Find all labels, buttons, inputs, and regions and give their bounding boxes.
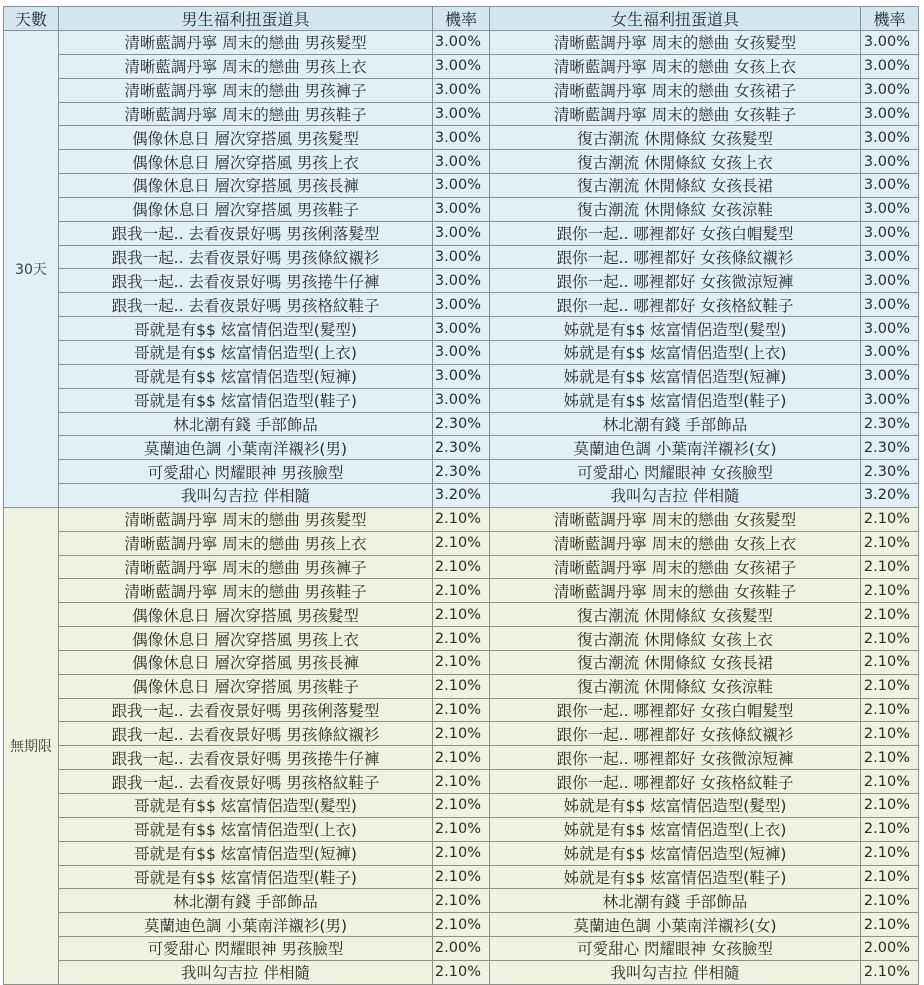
table-row	[4, 31, 919, 55]
male-rate-cell: 3.00%	[433, 102, 490, 126]
male-item-cell: 我叫勾吉拉 伴相隨	[59, 960, 433, 984]
table-row	[4, 960, 919, 984]
female-rate-cell: 3.00%	[861, 364, 919, 388]
table-row	[4, 889, 919, 913]
female-item-cell: 姊就是有$$ 炫富情侶造型(髮型)	[490, 317, 861, 341]
female-item-cell: 跟你一起.. 哪裡都好 女孩格紋鞋子	[490, 293, 861, 317]
male-item-cell: 跟我一起.. 去看夜景好嗎 男孩條紋襯衫	[59, 722, 433, 746]
female-item-cell: 姊就是有$$ 炫富情侶造型(鞋子)	[490, 865, 861, 889]
female-item-cell: 清晰藍調丹寧 周末的戀曲 女孩上衣	[490, 531, 861, 555]
male-item-cell: 莫蘭迪色調 小葉南洋襯衫(男)	[59, 436, 433, 460]
female-rate-cell: 2.10%	[861, 698, 919, 722]
male-item-cell: 偶像休息日 層次穿搭風 男孩長褲	[59, 650, 433, 674]
female-item-cell: 清晰藍調丹寧 周末的戀曲 女孩裙子	[490, 78, 861, 102]
table-row	[4, 555, 919, 579]
female-rate-cell: 2.10%	[861, 579, 919, 603]
female-item-cell: 復古潮流 休閒條紋 女孩涼鞋	[490, 197, 861, 221]
table-row	[4, 364, 919, 388]
male-rate-cell: 2.10%	[433, 674, 490, 698]
male-rate-cell: 3.00%	[433, 388, 490, 412]
male-item-cell: 跟我一起.. 去看夜景好嗎 男孩捲牛仔褲	[59, 746, 433, 770]
male-rate-cell: 3.00%	[433, 174, 490, 198]
header-male-item: 男生福利扭蛋道具	[59, 7, 433, 31]
table-row	[4, 54, 919, 78]
male-item-cell: 跟我一起.. 去看夜景好嗎 男孩俐落髮型	[59, 698, 433, 722]
male-item-cell: 清晰藍調丹寧 周末的戀曲 男孩上衣	[59, 531, 433, 555]
table-row	[4, 794, 919, 818]
header-male-rate: 機率	[433, 7, 490, 31]
table-row	[4, 388, 919, 412]
male-rate-cell: 2.10%	[433, 507, 490, 531]
male-item-cell: 哥就是有$$ 炫富情侶造型(髮型)	[59, 317, 433, 341]
female-rate-cell: 2.10%	[861, 746, 919, 770]
female-rate-cell: 2.10%	[861, 674, 919, 698]
male-item-cell: 清晰藍調丹寧 周末的戀曲 男孩髮型	[59, 31, 433, 55]
female-item-cell: 姊就是有$$ 炫富情侶造型(鞋子)	[490, 388, 861, 412]
table-row	[4, 78, 919, 102]
female-item-cell: 跟你一起.. 哪裡都好 女孩條紋襯衫	[490, 245, 861, 269]
table-row	[4, 245, 919, 269]
female-rate-cell: 3.00%	[861, 269, 919, 293]
male-rate-cell: 3.00%	[433, 126, 490, 150]
table-row	[4, 627, 919, 651]
female-rate-cell: 3.00%	[861, 54, 919, 78]
table-row	[4, 698, 919, 722]
male-rate-cell: 3.00%	[433, 54, 490, 78]
male-item-cell: 哥就是有$$ 炫富情侶造型(髮型)	[59, 794, 433, 818]
female-rate-cell: 2.10%	[861, 889, 919, 913]
table-row	[4, 460, 919, 484]
female-rate-cell: 3.00%	[861, 340, 919, 364]
header-female-rate: 機率	[861, 7, 919, 31]
male-item-cell: 哥就是有$$ 炫富情侶造型(短褲)	[59, 841, 433, 865]
female-item-cell: 我叫勾吉拉 伴相隨	[490, 960, 861, 984]
male-rate-cell: 2.10%	[433, 650, 490, 674]
table-row	[4, 865, 919, 889]
female-rate-cell: 2.10%	[861, 531, 919, 555]
table-row	[4, 126, 919, 150]
male-rate-cell: 3.00%	[433, 317, 490, 341]
male-rate-cell: 2.10%	[433, 555, 490, 579]
female-rate-cell: 2.10%	[861, 841, 919, 865]
table-row	[4, 340, 919, 364]
table-row	[4, 507, 919, 531]
male-rate-cell: 2.00%	[433, 937, 490, 961]
male-item-cell: 偶像休息日 層次穿搭風 男孩上衣	[59, 627, 433, 651]
male-rate-cell: 3.00%	[433, 150, 490, 174]
male-rate-cell: 3.00%	[433, 364, 490, 388]
male-item-cell: 哥就是有$$ 炫富情侶造型(鞋子)	[59, 865, 433, 889]
table-row	[4, 484, 919, 508]
duration-label: 無期限	[4, 507, 59, 984]
female-item-cell: 清晰藍調丹寧 周末的戀曲 女孩鞋子	[490, 579, 861, 603]
male-rate-cell: 2.10%	[433, 698, 490, 722]
male-item-cell: 偶像休息日 層次穿搭風 男孩鞋子	[59, 197, 433, 221]
female-item-cell: 復古潮流 休閒條紋 女孩髮型	[490, 126, 861, 150]
table-row	[4, 913, 919, 937]
table-row	[4, 674, 919, 698]
female-rate-cell: 3.00%	[861, 317, 919, 341]
female-rate-cell: 2.30%	[861, 436, 919, 460]
table-row	[4, 269, 919, 293]
female-rate-cell: 2.00%	[861, 937, 919, 961]
table-row	[4, 770, 919, 794]
table-row	[4, 603, 919, 627]
male-rate-cell: 2.10%	[433, 531, 490, 555]
female-item-cell: 姊就是有$$ 炫富情侶造型(短褲)	[490, 841, 861, 865]
female-item-cell: 姊就是有$$ 炫富情侶造型(髮型)	[490, 794, 861, 818]
male-item-cell: 可愛甜心 閃耀眼神 男孩臉型	[59, 460, 433, 484]
female-item-cell: 跟你一起.. 哪裡都好 女孩格紋鞋子	[490, 770, 861, 794]
male-item-cell: 偶像休息日 層次穿搭風 男孩長褲	[59, 174, 433, 198]
female-rate-cell: 2.10%	[861, 650, 919, 674]
female-item-cell: 跟你一起.. 哪裡都好 女孩白帽髮型	[490, 698, 861, 722]
male-item-cell: 跟我一起.. 去看夜景好嗎 男孩條紋襯衫	[59, 245, 433, 269]
male-rate-cell: 2.10%	[433, 841, 490, 865]
table-row	[4, 150, 919, 174]
table-row	[4, 436, 919, 460]
female-item-cell: 復古潮流 休閒條紋 女孩長裙	[490, 174, 861, 198]
male-rate-cell: 2.30%	[433, 460, 490, 484]
female-rate-cell: 3.20%	[861, 484, 919, 508]
female-item-cell: 可愛甜心 閃耀眼神 女孩臉型	[490, 460, 861, 484]
table-row	[4, 817, 919, 841]
female-rate-cell: 2.10%	[861, 555, 919, 579]
female-item-cell: 清晰藍調丹寧 周末的戀曲 女孩上衣	[490, 54, 861, 78]
female-rate-cell: 2.30%	[861, 412, 919, 436]
female-item-cell: 莫蘭迪色調 小葉南洋襯衫(女)	[490, 436, 861, 460]
female-rate-cell: 2.10%	[861, 960, 919, 984]
male-item-cell: 哥就是有$$ 炫富情侶造型(短褲)	[59, 364, 433, 388]
male-rate-cell: 2.10%	[433, 913, 490, 937]
male-item-cell: 跟我一起.. 去看夜景好嗎 男孩格紋鞋子	[59, 293, 433, 317]
female-rate-cell: 2.10%	[861, 770, 919, 794]
female-rate-cell: 3.00%	[861, 102, 919, 126]
male-rate-cell: 2.10%	[433, 817, 490, 841]
female-item-cell: 可愛甜心 閃耀眼神 女孩臉型	[490, 937, 861, 961]
female-rate-cell: 3.00%	[861, 293, 919, 317]
female-item-cell: 復古潮流 休閒條紋 女孩上衣	[490, 150, 861, 174]
male-rate-cell: 3.00%	[433, 293, 490, 317]
female-rate-cell: 2.10%	[861, 627, 919, 651]
female-rate-cell: 2.10%	[861, 507, 919, 531]
female-rate-cell: 3.00%	[861, 126, 919, 150]
female-rate-cell: 2.10%	[861, 817, 919, 841]
male-item-cell: 哥就是有$$ 炫富情侶造型(上衣)	[59, 817, 433, 841]
male-rate-cell: 3.00%	[433, 197, 490, 221]
female-item-cell: 姊就是有$$ 炫富情侶造型(短褲)	[490, 364, 861, 388]
male-item-cell: 清晰藍調丹寧 周末的戀曲 男孩鞋子	[59, 102, 433, 126]
male-rate-cell: 2.10%	[433, 794, 490, 818]
male-item-cell: 跟我一起.. 去看夜景好嗎 男孩格紋鞋子	[59, 770, 433, 794]
female-item-cell: 復古潮流 休閒條紋 女孩髮型	[490, 603, 861, 627]
table-row	[4, 841, 919, 865]
male-item-cell: 清晰藍調丹寧 周末的戀曲 男孩褲子	[59, 555, 433, 579]
table-row	[4, 937, 919, 961]
female-rate-cell: 3.00%	[861, 31, 919, 55]
male-rate-cell: 2.10%	[433, 746, 490, 770]
male-item-cell: 清晰藍調丹寧 周末的戀曲 男孩褲子	[59, 78, 433, 102]
female-item-cell: 我叫勾吉拉 伴相隨	[490, 484, 861, 508]
female-item-cell: 清晰藍調丹寧 周末的戀曲 女孩髮型	[490, 31, 861, 55]
table-row	[4, 102, 919, 126]
male-rate-cell: 2.10%	[433, 722, 490, 746]
male-item-cell: 偶像休息日 層次穿搭風 男孩髮型	[59, 126, 433, 150]
duration-label: 30天	[4, 31, 59, 508]
female-rate-cell: 3.00%	[861, 78, 919, 102]
male-rate-cell: 2.10%	[433, 627, 490, 651]
female-item-cell: 姊就是有$$ 炫富情侶造型(上衣)	[490, 340, 861, 364]
female-rate-cell: 3.00%	[861, 174, 919, 198]
male-rate-cell: 2.10%	[433, 603, 490, 627]
female-item-cell: 復古潮流 休閒條紋 女孩長裙	[490, 650, 861, 674]
female-item-cell: 林北潮有錢 手部飾品	[490, 889, 861, 913]
female-item-cell: 復古潮流 休閒條紋 女孩上衣	[490, 627, 861, 651]
table-row	[4, 221, 919, 245]
male-item-cell: 偶像休息日 層次穿搭風 男孩髮型	[59, 603, 433, 627]
table-header-row	[4, 7, 919, 31]
male-rate-cell: 2.10%	[433, 889, 490, 913]
table-row	[4, 317, 919, 341]
male-item-cell: 莫蘭迪色調 小葉南洋襯衫(男)	[59, 913, 433, 937]
table-row	[4, 412, 919, 436]
table-body	[4, 31, 919, 985]
male-item-cell: 跟我一起.. 去看夜景好嗎 男孩捲牛仔褲	[59, 269, 433, 293]
male-item-cell: 跟我一起.. 去看夜景好嗎 男孩俐落髮型	[59, 221, 433, 245]
female-rate-cell: 2.30%	[861, 460, 919, 484]
male-item-cell: 清晰藍調丹寧 周末的戀曲 男孩上衣	[59, 54, 433, 78]
male-item-cell: 可愛甜心 閃耀眼神 男孩臉型	[59, 937, 433, 961]
female-item-cell: 跟你一起.. 哪裡都好 女孩白帽髮型	[490, 221, 861, 245]
table-row	[4, 531, 919, 555]
female-item-cell: 清晰藍調丹寧 周末的戀曲 女孩髮型	[490, 507, 861, 531]
table-row	[4, 722, 919, 746]
female-item-cell: 跟你一起.. 哪裡都好 女孩微涼短褲	[490, 269, 861, 293]
male-item-cell: 哥就是有$$ 炫富情侶造型(上衣)	[59, 340, 433, 364]
female-rate-cell: 2.10%	[861, 913, 919, 937]
male-item-cell: 我叫勾吉拉 伴相隨	[59, 484, 433, 508]
gacha-rate-table	[3, 6, 919, 985]
female-rate-cell: 3.00%	[861, 150, 919, 174]
female-rate-cell: 2.10%	[861, 794, 919, 818]
male-rate-cell: 3.00%	[433, 31, 490, 55]
male-rate-cell: 3.00%	[433, 78, 490, 102]
male-rate-cell: 2.10%	[433, 770, 490, 794]
female-rate-cell: 2.10%	[861, 865, 919, 889]
male-item-cell: 林北潮有錢 手部飾品	[59, 889, 433, 913]
female-item-cell: 清晰藍調丹寧 周末的戀曲 女孩鞋子	[490, 102, 861, 126]
male-rate-cell: 2.10%	[433, 865, 490, 889]
male-rate-cell: 2.10%	[433, 579, 490, 603]
female-item-cell: 清晰藍調丹寧 周末的戀曲 女孩裙子	[490, 555, 861, 579]
male-item-cell: 哥就是有$$ 炫富情侶造型(鞋子)	[59, 388, 433, 412]
male-rate-cell: 2.30%	[433, 412, 490, 436]
male-item-cell: 清晰藍調丹寧 周末的戀曲 男孩髮型	[59, 507, 433, 531]
female-item-cell: 跟你一起.. 哪裡都好 女孩條紋襯衫	[490, 722, 861, 746]
table-row	[4, 579, 919, 603]
table-row	[4, 174, 919, 198]
table-row	[4, 746, 919, 770]
male-item-cell: 偶像休息日 層次穿搭風 男孩鞋子	[59, 674, 433, 698]
male-rate-cell: 2.30%	[433, 436, 490, 460]
male-item-cell: 林北潮有錢 手部飾品	[59, 412, 433, 436]
male-item-cell: 清晰藍調丹寧 周末的戀曲 男孩鞋子	[59, 579, 433, 603]
male-rate-cell: 3.00%	[433, 340, 490, 364]
male-rate-cell: 3.00%	[433, 245, 490, 269]
male-rate-cell: 3.00%	[433, 269, 490, 293]
table-row	[4, 293, 919, 317]
female-item-cell: 姊就是有$$ 炫富情侶造型(上衣)	[490, 817, 861, 841]
female-rate-cell: 2.10%	[861, 722, 919, 746]
female-rate-cell: 2.10%	[861, 603, 919, 627]
female-item-cell: 跟你一起.. 哪裡都好 女孩微涼短褲	[490, 746, 861, 770]
male-rate-cell: 2.10%	[433, 960, 490, 984]
male-rate-cell: 3.00%	[433, 221, 490, 245]
female-rate-cell: 3.00%	[861, 388, 919, 412]
header-days: 天數	[4, 7, 59, 31]
table-row	[4, 650, 919, 674]
female-item-cell: 林北潮有錢 手部飾品	[490, 412, 861, 436]
female-rate-cell: 3.00%	[861, 245, 919, 269]
male-item-cell: 偶像休息日 層次穿搭風 男孩上衣	[59, 150, 433, 174]
female-rate-cell: 3.00%	[861, 197, 919, 221]
female-item-cell: 莫蘭迪色調 小葉南洋襯衫(女)	[490, 913, 861, 937]
female-rate-cell: 3.00%	[861, 221, 919, 245]
female-item-cell: 復古潮流 休閒條紋 女孩涼鞋	[490, 674, 861, 698]
male-rate-cell: 3.20%	[433, 484, 490, 508]
header-female-item: 女生福利扭蛋道具	[490, 7, 861, 31]
table-row	[4, 197, 919, 221]
